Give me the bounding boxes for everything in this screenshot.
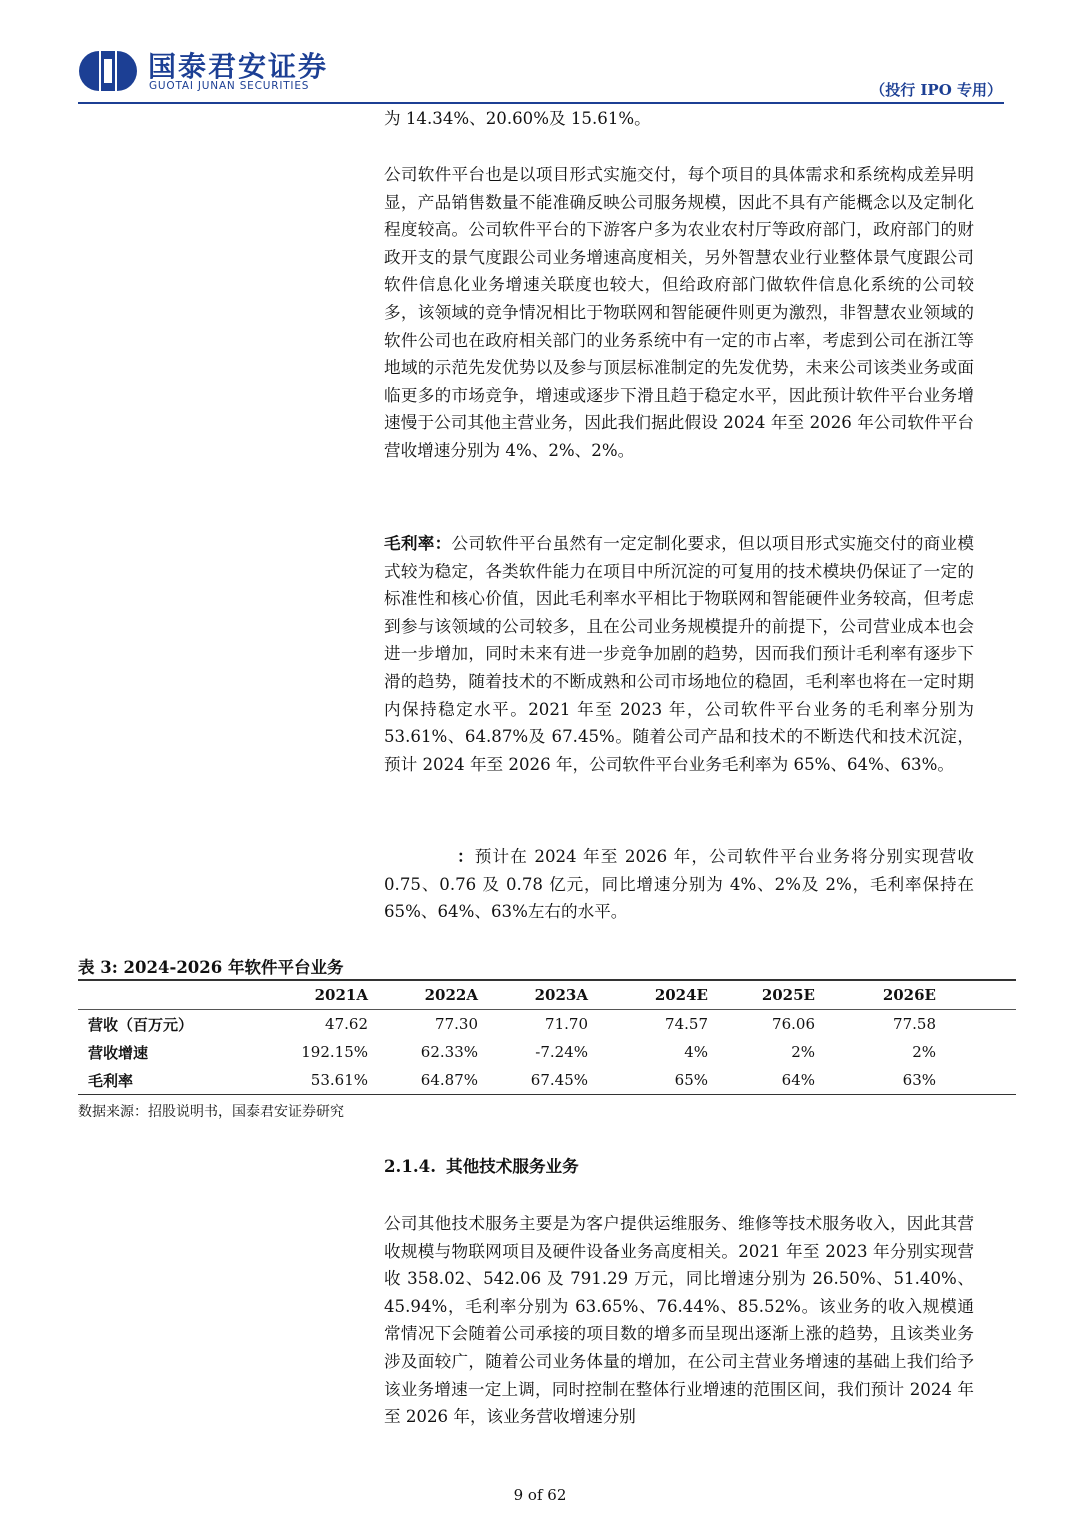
paragraph-other-services: 公司其他技术服务主要是为客户提供运维服务、维修等技术服务收入，因此其营收规模与物联网项目及硬件设备业务高度相关。2021 年至 2023 年分别实现营收 358.02、542.06 及 791.29 万元，同比增速分别为 26.50%、51.40%、45.94%，毛利率分别为 63.65%、76.44%、85.52%。该业务的收入规模通常情况下会随着公司承接的项目数的增多而呈现出逐渐上涨的趋势，且该类业务涉及面较广，随着公司业务体量的增加，在公司主营业务增速的基础上我们给予该业务增速一定上调，同时控制在整体行业增速的范围区间，我们预计 2024 年至 2026 年，该业务营收增速分别 bbox=[384, 1214, 974, 1427]
column-header: 2024E bbox=[588, 980, 708, 1010]
table-cell: 53.61% bbox=[310, 1071, 368, 1089]
software-platform-table bbox=[78, 979, 1016, 1095]
table-cell: 4% bbox=[684, 1043, 708, 1061]
table-cell: 77.58 bbox=[893, 1015, 936, 1033]
company-logo-icon bbox=[78, 50, 138, 92]
paragraph-revenue-forecast bbox=[384, 843, 974, 926]
table-cell: 67.45% bbox=[530, 1071, 588, 1089]
paragraph-software-platform-capacity: 公司软件平台也是以项目形式实施交付，每个项目的具体需求和系统构成差异明显，产品销售数量不能准确反映公司服务规模，因此不具有产能概念以及定制化程度较高。公司软件平台的下游客户多为农业农村厅等政府部门，政府部门的财政开支的景气度跟公司业务增速高度相关，另外智慧农业行业整体景气度跟公司软件信息化业务增速关联度也较大，但给政府部门做软件信息化系统的公司较多，该领域的竞争情况相比于物联网和智能硬件则更为激烈，非智慧农业领域的软件公司也在政府相关部门的业务系统中有一定的市占率，考虑到公司在浙江等地域的示范先发优势以及参与顶层标准制定的先发优势，未来公司该类业务或面临更多的市场竞争，增速或逐步下滑且趋于稳定水平，因此预计软件平台业务增速慢于公司其他主营业务，因此我们据此假设 2024 年至 2026 年公司软件平台营收增速分别为 4%、2%、2%。 bbox=[384, 165, 974, 460]
column-header: 2026E bbox=[815, 980, 936, 1010]
table-cell: 64.87% bbox=[420, 1071, 478, 1089]
gross-margin-label: 毛利率： bbox=[384, 533, 452, 553]
table-cell: 77.30 bbox=[435, 1015, 478, 1033]
table-spacer bbox=[936, 1010, 1016, 1039]
row-label: 营收（百万元） bbox=[88, 1015, 194, 1034]
table-cell: 2% bbox=[791, 1043, 815, 1061]
table-cell: -7.24% bbox=[535, 1043, 588, 1061]
table-spacer bbox=[936, 1066, 1016, 1095]
table-cell: 76.06 bbox=[772, 1015, 815, 1033]
table-spacer bbox=[936, 1038, 1016, 1066]
table-title: 表 3: 2024-2026 年软件平台业务 bbox=[78, 958, 344, 977]
section-heading bbox=[384, 1153, 579, 1177]
page-number: 9 of 62 bbox=[513, 1486, 567, 1504]
header-divider bbox=[78, 102, 1004, 104]
table-source: 数据来源：招股说明书，国泰君安证券研究 bbox=[78, 1104, 344, 1120]
table-cell: 65% bbox=[674, 1071, 708, 1089]
paragraph-continued: 为 14.34%、20.60%及 15.61%。 bbox=[384, 109, 651, 128]
paragraph-gross-margin bbox=[384, 530, 974, 778]
revenue-forecast-text: 预计在 2024 年至 2026 年，公司软件平台业务将分别实现营收 0.75、0.76 及 0.78 亿元，同比增速分别为 4%、2%及 2%，毛利率保持在 65%、64%、63%左右的水平。 bbox=[384, 847, 975, 922]
column-header: 2023A bbox=[478, 980, 588, 1010]
table-row bbox=[78, 1038, 1016, 1066]
section-title: 其他技术服务业务 bbox=[446, 1156, 579, 1176]
table-header-row bbox=[78, 980, 1016, 1010]
column-header: 2021A bbox=[238, 980, 368, 1010]
table-cell: 62.33% bbox=[420, 1043, 478, 1061]
table-cell: 47.62 bbox=[325, 1015, 368, 1033]
document-tag: （投行 IPO 专用） bbox=[870, 81, 1002, 99]
column-header: 2025E bbox=[708, 980, 815, 1010]
page-header bbox=[0, 0, 1080, 104]
row-label: 毛利率 bbox=[88, 1071, 134, 1090]
section-number: 2.1.4. bbox=[384, 1156, 436, 1176]
revenue-forecast-label: ： bbox=[457, 846, 475, 866]
table-cell: 74.57 bbox=[665, 1015, 708, 1033]
header-spacer bbox=[936, 980, 1016, 1010]
logo-chinese-name: 国泰君安证券 bbox=[148, 50, 329, 83]
row-label: 营收增速 bbox=[88, 1043, 149, 1062]
table-cell: 71.70 bbox=[545, 1015, 588, 1033]
table-cell: 63% bbox=[902, 1071, 936, 1089]
column-header: 2022A bbox=[368, 980, 478, 1010]
header-blank bbox=[78, 980, 238, 1010]
table-row bbox=[78, 1010, 1016, 1039]
table-cell: 64% bbox=[781, 1071, 815, 1089]
table-cell: 192.15% bbox=[301, 1043, 368, 1061]
table-row bbox=[78, 1066, 1016, 1095]
logo-english-name: GUOTAI JUNAN SECURITIES bbox=[149, 80, 310, 92]
table-cell: 2% bbox=[912, 1043, 936, 1061]
gross-margin-text: 公司软件平台虽然有一定定制化要求，但以项目形式实施交付的商业模式较为稳定，各类软件能力在项目中所沉淀的可复用的技术模块仍保证了一定的标准性和核心价值，因此毛利率水平相比于物联网和智能硬件业务较高，但考虑到参与该领域的公司较多，且在公司业务规模提升的前提下，公司营业成本也会进一步增加，同时未来有进一步竞争加剧的趋势，因而我们预计毛利率有逐步下滑的趋势，随着技术的不断成熟和公司市场地位的稳固，毛利率也将在一定时期内保持稳定水平。2021 年至 2023 年，公司软件平台业务的毛利率分别为 53.61%、64.87%及 67.45%。随着公司产品和技术的不断迭代和技术沉淀，预计 2024 年至 2026 年，公司软件平台业务毛利率为 65%、64%、63%。 bbox=[384, 534, 975, 774]
